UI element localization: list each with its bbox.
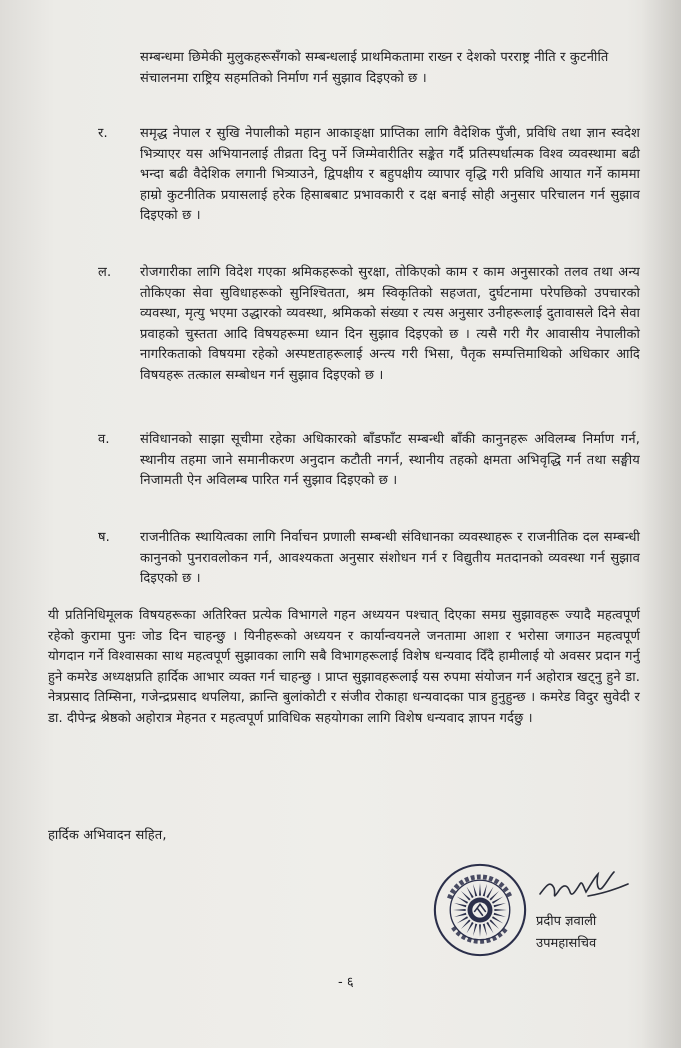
seal-ray [473, 884, 477, 896]
seal-ray [467, 922, 474, 933]
seal-ray [461, 891, 471, 901]
signatory-name: प्रदीप ज्ञवाली [536, 914, 597, 929]
intro-continuation: सम्बन्धमा छिमेकी मुलुकहरूसँगको सम्बन्धलाई प्राथमिकतामा राख्न र देशको परराष्ट्र नीति र कुटनीति संचालनमा राष्ट्रिय सहमतिको निर्माण गर्न सुझाव दिइएको छ । [140, 50, 609, 86]
signature-block [430, 858, 660, 978]
seal-ray [494, 909, 507, 911]
seal-ray [492, 897, 503, 904]
seal-ray [467, 887, 474, 898]
page-number: - ६ [338, 975, 354, 990]
handwritten-signature [538, 866, 630, 906]
seal-ray [483, 924, 487, 936]
seal-ray [454, 903, 466, 907]
list-item-text: राजनीतिक स्थायित्वका लागि निर्वाचन प्रणाली सम्बन्धी संविधानका व्यवस्थाहरू र राजनीतिक दल सम्बन्धी कानुनको पुनरावलोकन गर्न, आवश्यकता अनुसार संशोधन गर्न र विद्युतीय मतदानको व्यवस्था गर्न सुझाव दिइएको छ । [140, 530, 640, 586]
party-seal-stamp [432, 862, 528, 958]
list-item-marker: ष. [98, 530, 110, 545]
closing-paragraph: यी प्रतिनिधिमूलक विषयहरूका अतिरिक्त प्रत्येक विभागले गहन अध्ययन पश्चात् दिएका समग्र सुझावहरू ज्यादै महत्वपूर्ण रहेको कुरामा पुनः जोड दिन चाहन्छु । यिनीहरूको अध्ययन र कार्यान्वयनले जनतामा आशा र भरोसा जगाउन महत्वपूर्ण योगदान गर्ने विश्वासका साथ महत्वपूर्ण सुझावका लागि सबै विभागहरूलाई विशेष धन्यवाद दिँदै हामीलाई यो अवसर प्रदान गर्नु हुने कमरेड अध्यक्षप्रति हार्दिक आभार व्यक्त गर्न चाहन्छु । प्राप्त सुझावहरूलाई यस रुपमा संयोजन गर्न अहोरात्र खट्नु हुने डा. नेत्रप्रसाद तिम्सिना, गजेन्द्रप्रसाद थपलिया, क्रान्ति बुलांकोटी र संजीव रोकाहा धन्यवादका पात्र हुनुहुन्छ । कमरेड विदुर सुवेदी र डा. दीपेन्द्र श्रेष्ठको अहोरात्र मेहनत र महत्वपूर्ण प्राविधिक सहयोगका लागि विशेष धन्यवाद ज्ञापन गर्दछु । [48, 608, 640, 726]
seal-ray [492, 916, 503, 923]
list-item-marker: ल. [98, 265, 112, 280]
list-item-marker: र. [98, 126, 108, 141]
signatory-title: उपमहासचिव [536, 936, 597, 951]
salutation: हार्दिक अभिवादन सहित, [48, 828, 167, 843]
seal-ray [483, 884, 487, 896]
list-item-text: समृद्ध नेपाल र सुखि नेपालीको महान आकाङ्क्षा प्राप्तिका लागि वैदेशिक पुँजी, प्रविधि तथा ज्ञान स्वदेश भित्र्याएर यस अभियानलाई तीव्रता दिनु पर्ने जिम्मेवारीतिर सङ्केत गर्दै प्रतिस्पर्धात्मक विश्व व्यवस्थामा बढी भन्दा बढी वैदेशिक लगानी भित्र्याउने, द्विपक्षीय र बहुपक्षीय व्यापार वृद्धि गरी प्रविधि आयात गर्ने काममा हाम्रो कुटनीतिक प्रयासलाई हरेक हिसाबबाट प्रभावकारी र दक्ष बनाई सोही अनुसार परिचालन गर्न सुझाव दिइएको छ । [140, 126, 640, 223]
seal-ray [494, 913, 506, 917]
seal-ray [486, 922, 493, 933]
seal-ray [489, 919, 499, 929]
seal-ray [453, 909, 466, 911]
seal-ray [457, 916, 468, 923]
seal-ray [457, 897, 468, 904]
seal-ray [486, 887, 493, 898]
seal-ray [494, 903, 506, 907]
seal-ray [473, 924, 477, 936]
list-item-text: संविधानको साझा सूचीमा रहेका अधिकारको बाँडफाँट सम्बन्धी बाँकी कानुनहरू अविलम्ब निर्माण गर्न, स्थानीय तहमा जाने समानीकरण अनुदान कटौती नगर्न, स्थानीय तहको क्षमता अभिवृद्धि गर्न तथा सङ्घीय निजामती ऐन अविलम्ब पारित गर्न सुझाव दिइएको छ । [140, 432, 640, 488]
seal-ray [461, 919, 471, 929]
seal-ray [479, 924, 481, 937]
list-item-marker: व. [98, 432, 110, 447]
seal-ray [489, 891, 499, 901]
seal-ray [454, 913, 466, 917]
list-item-text: रोजगारीका लागि विदेश गएका श्रमिकहरूको सुरक्षा, तोकिएको काम र काम अनुसारको तलव तथा अन्य तोकिएका सेवा सुविधाहरूको सुनिश्चितता, श्रम स्विकृतिको सहजता, दुर्घटनामा परेपछिको उपचारको व्यवस्था, मृत्यु भएमा उद्धारको व्यवस्था, श्रमिकको संख्या र त्यस अनुसार उनीहरूलाई दुतावासले दिने सेवा प्रवाहको चुस्तता आदि विषयहरूमा ध्यान दिन सुझाव दिइएको छ । त्यसै गरी गैर आवासीय नेपालीको नागरिकताको विषयमा रहेको अस्पष्टताहरूलाई अन्त्य गरी भिसा, पैतृक सम्पत्तिमाथिको अधिकार आदि विषयहरू तत्काल सम्बोधन गर्न सुझाव दिइएको छ । [140, 265, 640, 383]
seal-ray [479, 883, 481, 896]
